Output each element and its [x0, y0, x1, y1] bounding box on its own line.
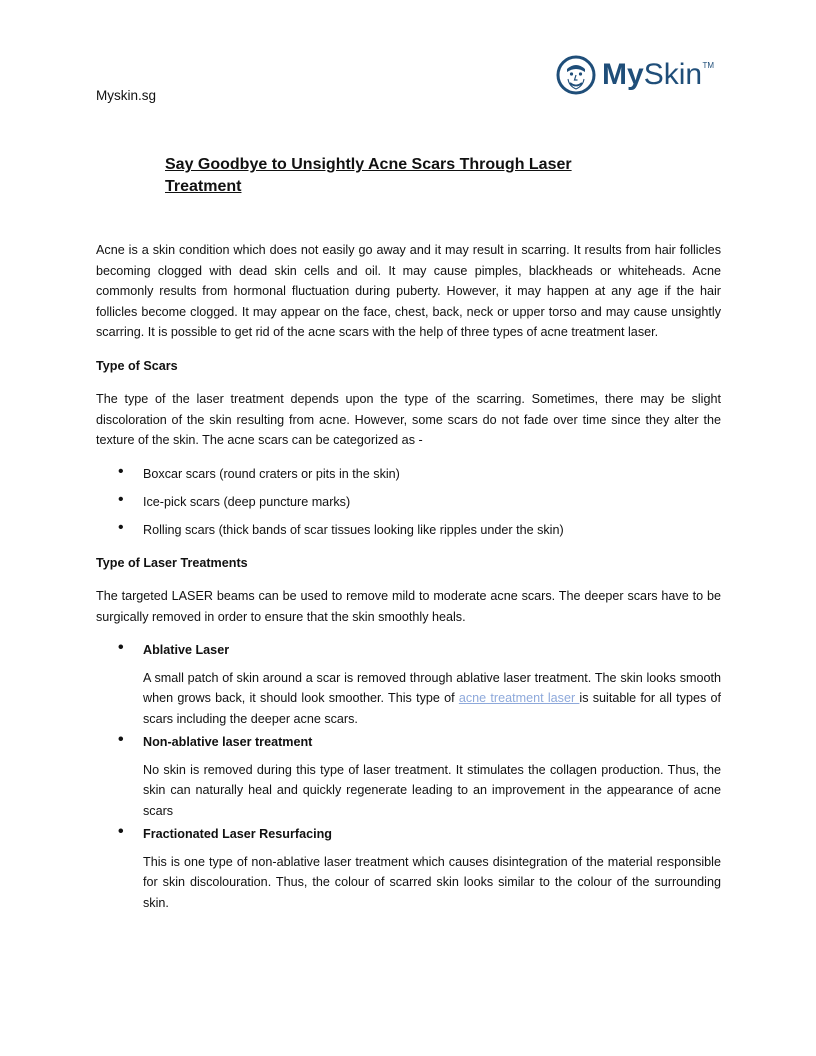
- laser-type-title: • Non-ablative laser treatment: [96, 732, 721, 753]
- acne-treatment-laser-link[interactable]: acne treatment laser: [458, 691, 580, 705]
- list-item: [96, 732, 721, 821]
- logo-text-skin: Skin: [643, 58, 703, 91]
- list-item: • Boxcar scars (round craters or pits in the skin): [96, 464, 721, 484]
- myskin-logo[interactable]: [556, 54, 726, 96]
- desc-text: A small patch of skin around a scar is removed through ablative laser treatment. The skin looks smooth when grows back, it should look smoother. This type of: [143, 670, 721, 705]
- article-title: Say Goodbye to Unsightly Acne Scars Through Laser Treatment: [165, 156, 572, 195]
- scar-types-list: [96, 464, 721, 540]
- lasers-heading: Type of Laser Treatments: [96, 555, 248, 570]
- list-item: [96, 640, 721, 729]
- laser-type-description: [143, 668, 721, 730]
- site-name: Myskin.sg: [96, 88, 157, 103]
- list-item: • Rolling scars (thick bands of scar tissues looking like ripples under the skin): [96, 520, 721, 540]
- laser-type-description: This is one type of non-ablative laser treatment which causes disintegration of the material responsible for skin discolouration. Thus, the colour of scarred skin looks similar to the colour of the surrounding skin.: [143, 854, 721, 910]
- logo-text-my: My: [602, 58, 644, 91]
- laser-type-description: No skin is removed during this type of laser treatment. It stimulates the collagen production. Thus, the skin can naturally heal and quickly regenerate leading to an improvement in the appearance of acne scars: [143, 762, 721, 818]
- desc-text: is suitable for all types of scars including the deeper acne scars.: [143, 691, 721, 726]
- scars-paragraph: The type of the laser treatment depends upon the type of the scarring. Sometimes, there may be slight discoloration of the skin resulting from acne. However, some scars do not fade over time since they alter the texture of the skin. The acne scars can be categorized as -: [96, 392, 721, 447]
- laser-type-title: • Ablative Laser: [96, 640, 721, 661]
- face-logo-icon: [556, 55, 596, 95]
- article-body: [96, 240, 721, 916]
- logo-trademark: TM: [702, 61, 715, 70]
- laser-type-title: • Fractionated Laser Resurfacing: [96, 824, 721, 845]
- lasers-paragraph: The targeted LASER beams can be used to remove mild to moderate acne scars. The deeper scars have to be surgically removed in order to ensure that the skin smoothly heals.: [96, 589, 721, 624]
- list-item: [96, 824, 721, 913]
- laser-types-list: [96, 640, 721, 913]
- scars-heading: Type of Scars: [96, 358, 178, 373]
- logo-wordmark: [602, 58, 715, 91]
- list-item: • Ice-pick scars (deep puncture marks): [96, 492, 721, 512]
- intro-paragraph: Acne is a skin condition which does not easily go away and it may result in scarring. It results from hair follicles becoming clogged with dead skin cells and oil. It may cause pimples, blackheads or whiteheads. Acne commonly results from hormonal fluctuation during puberty. However, it may happen at any age if the hair follicles become clogged. It may appear on the face, chest, back, neck or upper torso and may cause unsightly scarring. It is possible to get rid of the acne scars with the help of three types of acne treatment laser.: [96, 243, 721, 339]
